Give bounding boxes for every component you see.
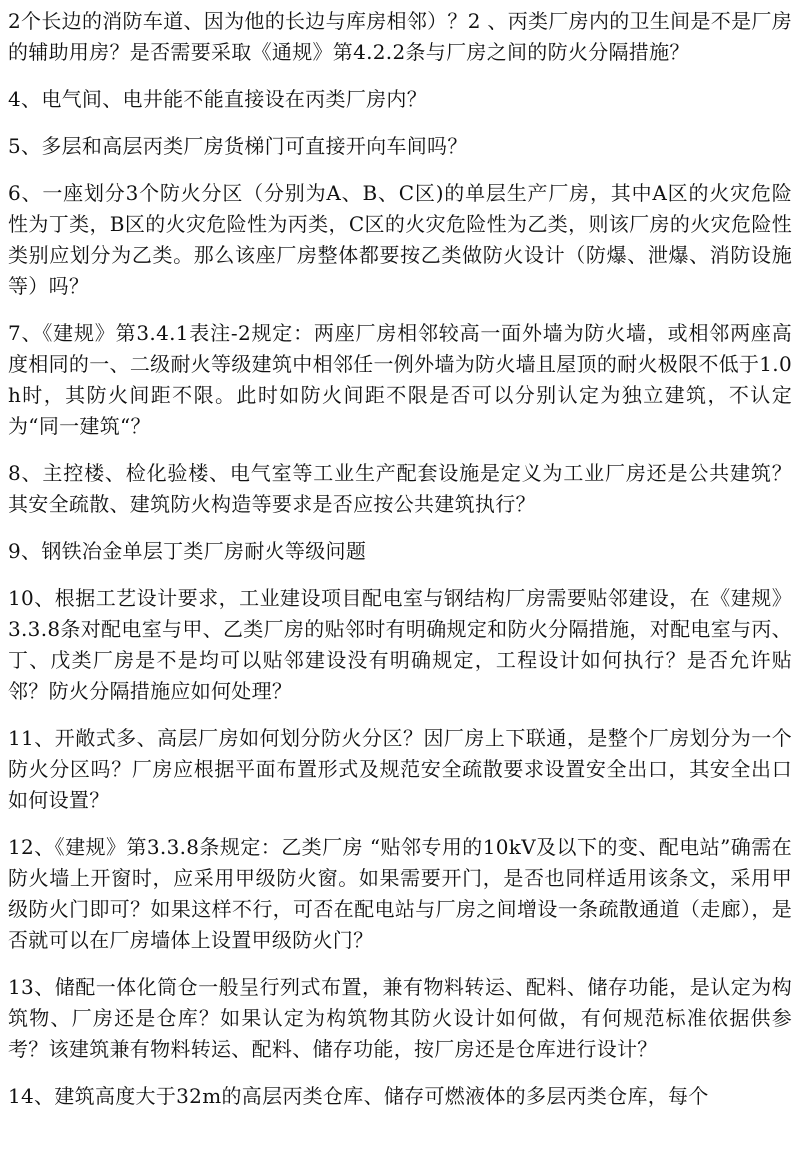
- paragraph-question-4: 4、电气间、电井能不能直接设在丙类厂房内？: [8, 87, 428, 111]
- paragraph-continued-question-2-3: 2个长边的消防车道、因为他的长边与库房相邻）？2 、丙类厂房内的卫生间是不是厂房的辅助用房？是否需要采取《通规》第4.2.2条与厂房之间的防火分隔措施？: [8, 9, 792, 64]
- paragraph-question-12: 12、《建规》第3.3.8条规定：乙类厂房 “贴邻专用的10kV及以下的变、配电站”确需在防火墙上开窗时，应采用甲级防火窗。如果需要开门，是否也同样适用该条文，采用甲级防火门即可？如果这样不行，可否在配电站与厂房之间增设一条疏散通道（走廊），是否就可以在厂房墙体上设置甲级防火门？: [8, 835, 792, 952]
- paragraph-question-8: 8、主控楼、检化验楼、电气室等工业生产配套设施是定义为工业厂房还是公共建筑？其安全疏散、建筑防火构造等要求是否应按公共建筑执行？: [8, 461, 792, 516]
- paragraph-question-13: 13、储配一体化筒仓一般呈行列式布置，兼有物料转运、配料、储存功能，是认定为构筑物、厂房还是仓库？如果认定为构筑物其防火设计如何做，有何规范标准依据供参考？该建筑兼有物料转运、配料、储存功能，按厂房还是仓库进行设计？: [8, 975, 792, 1061]
- paragraph-question-10: 10、根据工艺设计要求，工业建设项目配电室与钢结构厂房需要贴邻建设，在《建规》3.3.8条对配电室与甲、乙类厂房的贴邻时有明确规定和防火分隔措施，对配电室与丙、丁、戊类厂房是不是均可以贴邻建设没有明确规定，工程设计如何执行？是否允许贴邻？防火分隔措施应如何处理？: [8, 586, 792, 703]
- paragraph-question-9: 9、钢铁冶金单层丁类厂房耐火等级问题: [8, 539, 367, 563]
- paragraph-question-6: 6、一座划分3个防火分区（分别为A、B、C区)的单层生产厂房，其中A区的火灾危险性为丁类，B区的火灾危险性为丙类，C区的火灾危险性为乙类，则该厂房的火灾危险性类别应划分为乙类。那么该座厂房整体都要按乙类做防火设计（防爆、泄爆、消防设施等）吗？: [8, 181, 792, 298]
- paragraph-question-11: 11、开敞式多、高层厂房如何划分防火分区？因厂房上下联通，是整个厂房划分为一个防火分区吗？厂房应根据平面布置形式及规范安全疏散要求设置安全出口，其安全出口如何设置？: [8, 726, 792, 812]
- paragraph-question-5: 5、多层和高层丙类厂房货梯门可直接开向车间吗？: [8, 134, 468, 158]
- paragraph-question-7: 7、《建规》第3.4.1表注-2规定：两座厂房相邻较高一面外墙为防火墙，或相邻两座高度相同的一、二级耐火等级建筑中相邻任一例外墙为防火墙且屋顶的耐火极限不低于1.0h时，其防火间距不限。此时如防火间距不限是否可以分别认定为独立建筑，不认定为“同一建筑“？: [8, 321, 792, 438]
- paragraph-question-14: 14、建筑高度大于32m的高层丙类仓库、储存可燃液体的多层丙类仓库，每个: [8, 1084, 709, 1108]
